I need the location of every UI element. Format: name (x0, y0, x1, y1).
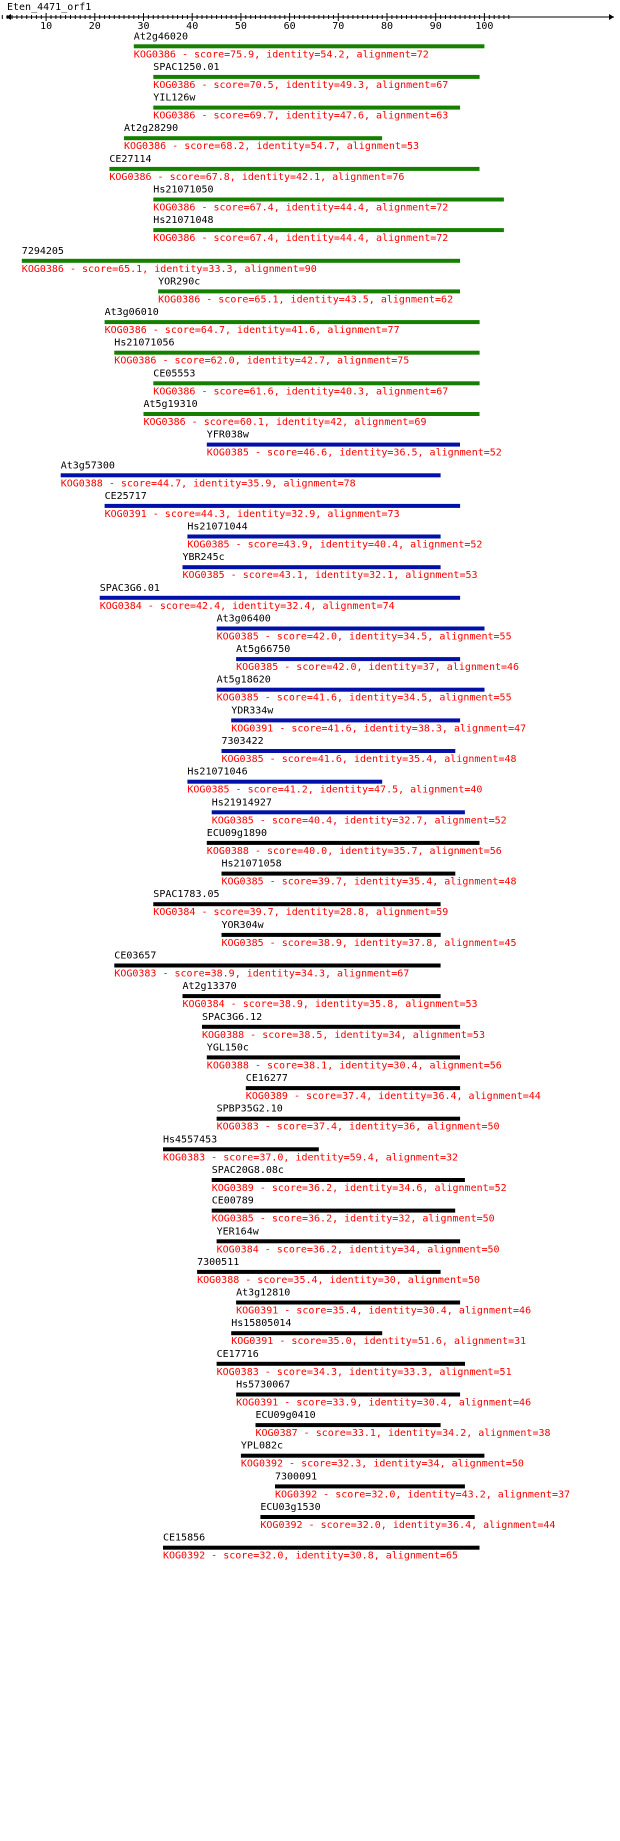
hit-name: CE16277 (245, 1073, 288, 1085)
hit-description: KOG0388 - score=40.0, identity=35.7, alignment=56 (206, 845, 502, 857)
hit-description: KOG0386 - score=61.6, identity=40.3, alignment=67 (153, 386, 449, 398)
hit-name: SPAC1783.05 (153, 889, 220, 901)
hit-description: KOG0391 - score=41.6, identity=38.3, alignment=47 (231, 723, 527, 735)
hit-description: KOG0391 - score=35.4, identity=30.4, alignment=46 (236, 1305, 532, 1317)
alignment-bar (217, 1239, 461, 1243)
alignment-bar (163, 1546, 480, 1550)
hit-at3g12810 (236, 1288, 531, 1317)
hit-name: YER164w (216, 1226, 259, 1238)
hit-yor304w (222, 920, 517, 949)
hit-name: Hs21071058 (221, 858, 282, 870)
hit-name: At3g12810 (236, 1287, 291, 1299)
hit-name: Hs21071048 (153, 215, 214, 227)
alignment-bar (187, 780, 382, 784)
alignment-bar (202, 1025, 460, 1029)
hit-description: KOG0387 - score=33.1, identity=34.2, alignment=38 (255, 1428, 551, 1440)
hit-spac1250-01 (153, 62, 479, 91)
hit-yfr038w (207, 430, 502, 459)
hit-description: KOG0383 - score=37.0, identity=59.4, alignment=32 (163, 1152, 459, 1164)
hit-hs21914927 (212, 797, 507, 826)
hit-hs21071048 (153, 215, 504, 244)
alignment-bar (153, 106, 460, 110)
hit-at2g13370 (183, 981, 478, 1010)
alignment-bar (124, 136, 382, 140)
hit-description: KOG0386 - score=68.2, identity=54.7, alignment=53 (124, 141, 420, 153)
hit-at5g18620 (217, 675, 512, 704)
alignment-bar (217, 1362, 465, 1366)
hit-name: Hs21914927 (211, 797, 272, 809)
hit-at3g57300 (61, 460, 441, 489)
hit-name: At3g06010 (104, 307, 159, 319)
hit-yor290c (158, 276, 460, 305)
hit-name: SPAC3G6.12 (202, 1011, 263, 1023)
hit-hs21071058 (222, 859, 517, 888)
hit-name: At2g13370 (182, 981, 237, 993)
hit-description: KOG0391 - score=44.3, identity=32.9, alignment=73 (104, 508, 400, 520)
hit-ce25717 (105, 491, 461, 520)
hit-description: KOG0392 - score=32.3, identity=34, alignment=50 (240, 1458, 524, 1470)
hit-7300091 (275, 1471, 570, 1500)
alignment-bar (187, 535, 440, 539)
alignment-bar (231, 718, 460, 722)
alignment-bar (183, 565, 441, 569)
alignment-bar (153, 75, 479, 79)
hit-7300511 (197, 1257, 480, 1286)
hit-hs21071046 (187, 767, 482, 796)
hit-description: KOG0385 - score=41.2, identity=47.5, alignment=40 (187, 784, 483, 796)
hit-description: KOG0385 - score=40.4, identity=32.7, alignment=52 (211, 815, 507, 827)
hit-ydr334w (231, 705, 526, 734)
hit-name: At5g18620 (216, 674, 271, 686)
hit-description: KOG0391 - score=33.9, identity=30.4, alignment=46 (236, 1397, 532, 1409)
hit-hs15805014 (231, 1318, 526, 1347)
hit-description: KOG0386 - score=67.8, identity=42.1, alignment=76 (109, 171, 405, 183)
alignment-bar (22, 259, 460, 263)
hit-description: KOG0383 - score=38.9, identity=34.3, alignment=67 (114, 968, 410, 980)
hit-name: At2g46020 (133, 31, 188, 43)
tick-label: 40 (186, 21, 199, 32)
hit-description: KOG0386 - score=65.1, identity=43.5, alignment=62 (158, 294, 454, 306)
hit-ecu03g1530 (260, 1502, 555, 1531)
hit-name: YBR245c (182, 552, 225, 564)
hit-description: KOG0384 - score=42.4, identity=32.4, alignment=74 (99, 600, 395, 612)
hit-name: 7294205 (21, 245, 64, 257)
alignment-bar (163, 1147, 319, 1151)
hit-7303422 (222, 736, 517, 765)
alignment-bar (105, 320, 480, 324)
hit-description: KOG0385 - score=39.7, identity=35.4, alignment=48 (221, 876, 517, 888)
alignment-bar (100, 596, 460, 600)
hit-spac3g6-01 (100, 583, 460, 612)
alignment-bar (222, 872, 456, 876)
hit-description: KOG0386 - score=62.0, identity=42.7, alignment=75 (114, 355, 410, 367)
alignment-bar (212, 1178, 465, 1182)
hit-description: KOG0386 - score=69.7, identity=47.6, alignment=63 (153, 110, 449, 122)
hit-ypl082c (241, 1441, 524, 1470)
alignment-bar (153, 198, 504, 202)
hit-at2g46020 (134, 31, 485, 60)
hit-hs5730067 (236, 1380, 531, 1409)
alignment-bar (217, 627, 485, 631)
hit-at5g66750 (236, 644, 519, 673)
hit-at5g19310 (144, 399, 480, 428)
hit-description: KOG0384 - score=38.9, identity=35.8, alignment=53 (182, 999, 478, 1011)
hit-ce05553 (153, 368, 479, 397)
hit-name: CE27114 (109, 153, 152, 165)
hit-yer164w (217, 1226, 500, 1255)
hit-description: KOG0385 - score=41.6, identity=34.5, alignment=55 (216, 692, 512, 704)
alignment-bar (212, 810, 465, 814)
hit-ecu09g0410 (256, 1410, 551, 1439)
hit-name: YDR334w (231, 705, 274, 717)
tick-label: 100 (475, 21, 494, 32)
alignment-bar (222, 933, 441, 937)
hit-ce03657 (114, 951, 440, 980)
hit-name: ECU03g1530 (260, 1502, 321, 1513)
hit-name: ECU09g1890 (206, 827, 268, 839)
hit-description: KOG0392 - score=32.0, identity=43.2, alignment=37 (275, 1489, 571, 1501)
hit-hs21071044 (187, 522, 482, 551)
alignment-bar (207, 841, 480, 845)
hit-name: At2g28290 (124, 123, 179, 135)
hit-description: KOG0383 - score=34.3, identity=33.3, alignment=51 (216, 1366, 512, 1378)
hit-name: YOR304w (221, 919, 264, 931)
hit-description: KOG0386 - score=70.5, identity=49.3, alignment=67 (153, 79, 449, 91)
alignment-bar (114, 351, 479, 355)
alignment-bar (197, 1270, 441, 1274)
hit-description: KOG0383 - score=37.4, identity=36, alignment=50 (216, 1121, 500, 1133)
hit-list (22, 31, 570, 1561)
hit-name: CE05553 (153, 368, 196, 380)
hit-description: KOG0386 - score=67.4, identity=44.4, alignment=72 (153, 202, 449, 214)
alignment-bar (260, 1515, 474, 1519)
hit-description: KOG0385 - score=43.1, identity=32.1, alignment=53 (182, 570, 478, 582)
hit-description: KOG0386 - score=65.1, identity=33.3, alignment=90 (21, 263, 317, 275)
hit-description: KOG0385 - score=41.6, identity=35.4, alignment=48 (221, 754, 517, 765)
query-name: Eten_4471_orf1 (7, 2, 92, 13)
hit-description: KOG0392 - score=32.0, identity=30.8, alignment=65 (163, 1550, 459, 1562)
hit-description: KOG0388 - score=38.1, identity=30.4, alignment=56 (206, 1060, 502, 1072)
hit-name: Hs5730067 (236, 1379, 291, 1391)
hit-name: SPAC3G6.01 (99, 582, 160, 594)
tick-label: 60 (283, 21, 296, 32)
hit-description: KOG0389 - score=37.4, identity=36.4, alignment=44 (245, 1091, 541, 1103)
hit-name: YGL150c (206, 1042, 249, 1054)
hit-name: Hs21071056 (114, 337, 175, 349)
hit-hs4557453 (163, 1134, 458, 1163)
hit-name: 7300511 (197, 1256, 240, 1268)
hit-name: CE15856 (163, 1532, 206, 1544)
alignment-bar (275, 1484, 465, 1488)
hit-name: YOR290c (158, 276, 201, 288)
hit-spbp35g2-10 (217, 1104, 500, 1133)
hit-name: Hs21071044 (187, 521, 248, 533)
hit-description: KOG0386 - score=64.7, identity=41.6, alignment=77 (104, 325, 400, 337)
hit-description: KOG0388 - score=44.7, identity=35.9, alignment=78 (60, 478, 356, 490)
alignment-bar (236, 1301, 460, 1305)
tick-label: 50 (234, 21, 247, 32)
tick-label: 20 (88, 21, 101, 32)
hit-name: Hs4557453 (163, 1134, 218, 1146)
hit-description: KOG0389 - score=36.2, identity=34.6, alignment=52 (211, 1183, 507, 1194)
hit-description: KOG0385 - score=46.6, identity=36.5, alignment=52 (206, 447, 502, 459)
hit-name: YFR038w (206, 429, 249, 441)
hit-at3g06400 (217, 614, 512, 643)
alignment-bar (212, 1209, 456, 1213)
hit-description: KOG0385 - score=36.2, identity=32, alignment=50 (211, 1213, 495, 1225)
hit-description: KOG0385 - score=43.9, identity=40.4, alignment=52 (187, 539, 483, 551)
hit-at2g28290 (124, 123, 419, 152)
alignment-bar (217, 688, 485, 692)
hit-description: KOG0384 - score=36.2, identity=34, alignment=50 (216, 1244, 500, 1256)
ruler-arrow-right (609, 14, 614, 20)
alignment-bar (236, 1393, 460, 1397)
hit-description: KOG0386 - score=67.4, identity=44.4, alignment=72 (153, 233, 449, 245)
hit-name: CE00789 (211, 1195, 254, 1207)
hit-name: At5g66750 (236, 644, 291, 656)
alignment-bar (207, 443, 460, 447)
alignment-bar (61, 473, 441, 477)
hit-description: KOG0388 - score=38.5, identity=34, alignment=53 (202, 1029, 485, 1041)
hit-ce16277 (246, 1073, 541, 1102)
hit-name: YIL126w (153, 92, 196, 104)
hit-name: At5g19310 (143, 399, 198, 410)
alignment-bar (153, 381, 479, 385)
hit-name: CE17716 (216, 1348, 259, 1360)
hit-name: YPL082c (240, 1440, 284, 1452)
hit-name: SPAC1250.01 (153, 61, 220, 73)
alignment-bar (114, 964, 440, 968)
hit-name: SPAC20G8.08c (211, 1165, 284, 1176)
hit-name: CE03657 (114, 950, 157, 962)
tick-label: 70 (332, 21, 345, 32)
hit-name: 7300091 (275, 1471, 318, 1483)
hit-ce00789 (212, 1196, 495, 1225)
hit-spac1783-05 (153, 889, 448, 918)
hit-name: Hs21071050 (153, 184, 214, 196)
alignment-bar (153, 902, 440, 906)
hit-description: KOG0385 - score=38.9, identity=37.8, alignment=45 (221, 937, 517, 949)
alignment-bar (105, 504, 461, 508)
alignment-bar (256, 1423, 441, 1427)
alignment-bar (134, 44, 485, 48)
hit-spac3g6-12 (202, 1012, 485, 1041)
alignment-bar (109, 167, 479, 171)
hit-ce17716 (217, 1349, 512, 1378)
hit-description: KOG0388 - score=35.4, identity=30, alignment=50 (197, 1274, 481, 1286)
position-ruler (2, 13, 614, 32)
alignment-bar (153, 228, 504, 232)
hit-ecu09g1890 (207, 828, 502, 857)
alignment-bar (241, 1454, 485, 1458)
alignment-bar (183, 994, 441, 998)
alignment-bar (207, 1055, 460, 1059)
hit-ce15856 (163, 1533, 480, 1562)
hit-description: KOG0386 - score=60.1, identity=42, alignment=69 (143, 417, 427, 428)
hit-name: Hs21071046 (187, 766, 248, 778)
hit-name: 7303422 (221, 736, 264, 747)
hit-description: KOG0391 - score=35.0, identity=51.6, alignment=31 (231, 1336, 527, 1348)
tick-label: 30 (137, 21, 150, 32)
hit-description: KOG0385 - score=42.0, identity=37, alignment=46 (236, 662, 520, 674)
tick-label: 10 (40, 21, 53, 32)
alignment-bar (231, 1331, 382, 1335)
hit-description: KOG0392 - score=32.0, identity=36.4, alignment=44 (260, 1520, 556, 1531)
hit-name: SPBP35G2.10 (216, 1103, 283, 1115)
tick-label: 90 (429, 21, 442, 32)
hit-ybr245c (183, 552, 478, 581)
hit-7294205 (22, 246, 460, 275)
hit-description: KOG0384 - score=39.7, identity=28.8, alignment=59 (153, 907, 449, 919)
hit-description: KOG0385 - score=42.0, identity=34.5, alignment=55 (216, 631, 512, 643)
hit-ygl150c (207, 1042, 502, 1071)
hit-name: CE25717 (104, 490, 147, 502)
hit-name: At3g06400 (216, 613, 271, 625)
tick-label: 80 (380, 21, 394, 32)
hit-spac20g8-08c (212, 1165, 507, 1194)
hit-name: Hs15805014 (231, 1318, 292, 1330)
alignment-bar (236, 657, 460, 661)
hit-hs21071050 (153, 185, 504, 214)
hit-ce27114 (109, 154, 479, 183)
alignment-bar (158, 289, 460, 293)
hit-name: ECU09g0410 (255, 1410, 316, 1422)
alignment-bar (246, 1086, 460, 1090)
alignment-bar (144, 412, 480, 416)
alignment-bar (217, 1117, 461, 1121)
hit-description: KOG0386 - score=75.9, identity=54.2, alignment=72 (133, 49, 429, 61)
hit-at3g06010 (105, 307, 480, 336)
hit-yil126w (153, 93, 460, 122)
hit-hs21071056 (114, 338, 479, 367)
alignment-bar (222, 749, 456, 753)
hit-name: At3g57300 (60, 460, 115, 472)
